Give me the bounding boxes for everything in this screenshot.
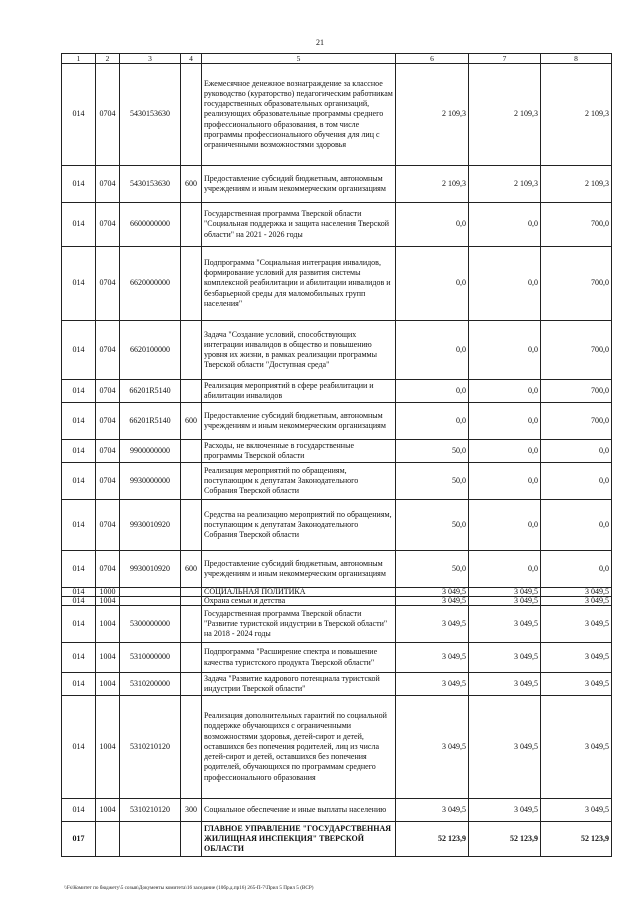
expense-type-cell — [181, 696, 202, 799]
description-cell: ГЛАВНОЕ УПРАВЛЕНИЕ "ГОСУДАРСТВЕННАЯ ЖИЛИЩНАЯ ИНСПЕКЦИЯ" ТВЕРСКОЙ ОБЛАСТИ — [202, 822, 396, 857]
description-cell: Ежемесячное денежное вознаграждение за классное руководство (кураторство) педагогическим работникам государственных образовательных организаций, реализующих образовательные программы среднего профессионального образования, в том числе программы профессионального обучения для лиц с ограниченными возможностями здоровья — [202, 64, 396, 166]
organization-code-cell: 014 — [62, 380, 96, 403]
table-row — [62, 822, 612, 857]
description-cell: СОЦИАЛЬНАЯ ПОЛИТИКА — [202, 588, 396, 597]
header-cell: 3 — [120, 54, 181, 64]
section-code-cell: 1004 — [96, 597, 120, 606]
table-header-row — [62, 54, 612, 64]
amount-2022-cell: 50,0 — [396, 463, 469, 500]
amount-2024-cell: 700,0 — [541, 203, 612, 247]
amount-2023-cell: 0,0 — [469, 463, 541, 500]
budget-table — [61, 53, 612, 857]
table-row — [62, 606, 612, 643]
amount-2023-cell: 3 049,5 — [469, 588, 541, 597]
organization-code-cell: 014 — [62, 247, 96, 321]
description-cell: Охрана семьи и детства — [202, 597, 396, 606]
amount-2024-cell: 0,0 — [541, 500, 612, 551]
amount-2024-cell: 3 049,5 — [541, 799, 612, 822]
table-row — [62, 673, 612, 696]
amount-2022-cell: 2 109,3 — [396, 166, 469, 203]
target-article-cell: 5430153630 — [120, 64, 181, 166]
amount-2024-cell: 3 049,5 — [541, 696, 612, 799]
header-cell: 1 — [62, 54, 96, 64]
description-cell: Подпрограмма "Расширение спектра и повышение качества туристского продукта Тверской области" — [202, 643, 396, 673]
amount-2024-cell: 2 109,3 — [541, 166, 612, 203]
table-row — [62, 696, 612, 799]
amount-2024-cell: 3 049,5 — [541, 643, 612, 673]
amount-2023-cell: 0,0 — [469, 500, 541, 551]
description-cell: Предоставление субсидий бюджетным, автономным учреждениям и иным некоммерческим организациям — [202, 551, 396, 588]
expense-type-cell — [181, 64, 202, 166]
organization-code-cell: 014 — [62, 606, 96, 643]
section-code-cell: 0704 — [96, 440, 120, 463]
description-cell: Социальное обеспечение и иные выплаты населению — [202, 799, 396, 822]
table-row — [62, 321, 612, 380]
target-article-cell: 9930010920 — [120, 500, 181, 551]
target-article-cell: 5300000000 — [120, 606, 181, 643]
table-row — [62, 247, 612, 321]
target-article-cell — [120, 588, 181, 597]
target-article-cell — [120, 597, 181, 606]
expense-type-cell — [181, 588, 202, 597]
section-code-cell: 0704 — [96, 64, 120, 166]
target-article-cell: 9930010920 — [120, 551, 181, 588]
amount-2024-cell: 0,0 — [541, 551, 612, 588]
organization-code-cell: 014 — [62, 597, 96, 606]
amount-2022-cell: 50,0 — [396, 500, 469, 551]
organization-code-cell: 014 — [62, 588, 96, 597]
organization-code-cell: 014 — [62, 64, 96, 166]
description-cell: Задача "Развитие кадрового потенциала туристской индустрии Тверской области" — [202, 673, 396, 696]
expense-type-cell — [181, 380, 202, 403]
description-cell: Средства на реализацию мероприятий по обращениям, поступающим к депутатам Законодательного Собрания Тверской области — [202, 500, 396, 551]
target-article-cell: 9930000000 — [120, 463, 181, 500]
target-article-cell: 6620100000 — [120, 321, 181, 380]
organization-code-cell: 014 — [62, 203, 96, 247]
description-cell: Государственная программа Тверской области "Развитие туристской индустрии в Тверской области" на 2018 - 2024 годы — [202, 606, 396, 643]
header-cell: 6 — [396, 54, 469, 64]
section-code-cell: 1004 — [96, 643, 120, 673]
organization-code-cell: 014 — [62, 321, 96, 380]
description-cell: Государственная программа Тверской области "Социальная поддержка и защита населения Тверской области" на 2021 - 2026 годы — [202, 203, 396, 247]
table-row — [62, 203, 612, 247]
page-number: 21 — [316, 38, 324, 47]
organization-code-cell: 017 — [62, 822, 96, 857]
amount-2022-cell: 0,0 — [396, 380, 469, 403]
description-cell: Расходы, не включенные в государственные программы Тверской области — [202, 440, 396, 463]
table-row — [62, 500, 612, 551]
section-code-cell — [96, 822, 120, 857]
amount-2022-cell: 3 049,5 — [396, 673, 469, 696]
organization-code-cell: 014 — [62, 673, 96, 696]
target-article-cell: 5310210120 — [120, 799, 181, 822]
amount-2023-cell: 3 049,5 — [469, 673, 541, 696]
expense-type-cell — [181, 606, 202, 643]
amount-2022-cell: 0,0 — [396, 403, 469, 440]
amount-2024-cell: 3 049,5 — [541, 588, 612, 597]
amount-2023-cell: 3 049,5 — [469, 597, 541, 606]
section-code-cell: 1004 — [96, 696, 120, 799]
amount-2022-cell: 3 049,5 — [396, 597, 469, 606]
expense-type-cell — [181, 500, 202, 551]
target-article-cell: 5310000000 — [120, 643, 181, 673]
header-cell: 5 — [202, 54, 396, 64]
organization-code-cell: 014 — [62, 463, 96, 500]
header-cell: 8 — [541, 54, 612, 64]
section-code-cell: 1000 — [96, 588, 120, 597]
organization-code-cell: 014 — [62, 696, 96, 799]
amount-2023-cell: 52 123,9 — [469, 822, 541, 857]
table-row — [62, 588, 612, 597]
target-article-cell: 5310200000 — [120, 673, 181, 696]
amount-2024-cell: 52 123,9 — [541, 822, 612, 857]
amount-2023-cell: 0,0 — [469, 403, 541, 440]
amount-2024-cell: 700,0 — [541, 247, 612, 321]
amount-2023-cell: 0,0 — [469, 247, 541, 321]
table-row — [62, 643, 612, 673]
section-code-cell: 0704 — [96, 321, 120, 380]
expense-type-cell — [181, 673, 202, 696]
header-cell: 4 — [181, 54, 202, 64]
amount-2024-cell: 3 049,5 — [541, 673, 612, 696]
target-article-cell — [120, 822, 181, 857]
table-row — [62, 799, 612, 822]
section-code-cell: 0704 — [96, 403, 120, 440]
amount-2022-cell: 3 049,5 — [396, 643, 469, 673]
organization-code-cell: 014 — [62, 799, 96, 822]
table-row — [62, 440, 612, 463]
table-row — [62, 551, 612, 588]
organization-code-cell: 014 — [62, 643, 96, 673]
amount-2022-cell: 52 123,9 — [396, 822, 469, 857]
header-cell: 2 — [96, 54, 120, 64]
expense-type-cell: 600 — [181, 166, 202, 203]
expense-type-cell — [181, 440, 202, 463]
amount-2022-cell: 0,0 — [396, 247, 469, 321]
amount-2022-cell: 3 049,5 — [396, 696, 469, 799]
table-row — [62, 380, 612, 403]
amount-2022-cell: 50,0 — [396, 440, 469, 463]
expense-type-cell: 600 — [181, 403, 202, 440]
section-code-cell: 0704 — [96, 551, 120, 588]
target-article-cell: 66201R5140 — [120, 403, 181, 440]
expense-type-cell — [181, 822, 202, 857]
amount-2023-cell: 0,0 — [469, 380, 541, 403]
table-row — [62, 403, 612, 440]
organization-code-cell: 014 — [62, 440, 96, 463]
section-code-cell: 1004 — [96, 799, 120, 822]
amount-2024-cell: 3 049,5 — [541, 606, 612, 643]
target-article-cell: 6600000000 — [120, 203, 181, 247]
expense-type-cell — [181, 247, 202, 321]
expense-type-cell — [181, 597, 202, 606]
section-code-cell: 0704 — [96, 203, 120, 247]
section-code-cell: 0704 — [96, 380, 120, 403]
table-row — [62, 64, 612, 166]
amount-2022-cell: 3 049,5 — [396, 588, 469, 597]
amount-2023-cell: 2 109,3 — [469, 166, 541, 203]
expense-type-cell — [181, 463, 202, 500]
amount-2022-cell: 0,0 — [396, 203, 469, 247]
target-article-cell: 66201R5140 — [120, 380, 181, 403]
amount-2023-cell: 3 049,5 — [469, 606, 541, 643]
amount-2022-cell: 3 049,5 — [396, 606, 469, 643]
section-code-cell: 0704 — [96, 166, 120, 203]
amount-2023-cell: 0,0 — [469, 203, 541, 247]
organization-code-cell: 014 — [62, 551, 96, 588]
description-cell: Предоставление субсидий бюджетным, автономным учреждениям и иным некоммерческим организациям — [202, 166, 396, 203]
target-article-cell: 5430153630 — [120, 166, 181, 203]
expense-type-cell — [181, 643, 202, 673]
amount-2024-cell: 3 049,5 — [541, 597, 612, 606]
file-path-footer: \\Fs\Комитет по бюджету\5 созыв\Документы комитета\16 заседание (10бр.д.пр16) 265-П-7\Прил 5 Прил 5 (ВСР) — [64, 885, 314, 891]
organization-code-cell: 014 — [62, 166, 96, 203]
amount-2023-cell: 3 049,5 — [469, 643, 541, 673]
amount-2024-cell: 700,0 — [541, 380, 612, 403]
section-code-cell: 1004 — [96, 606, 120, 643]
description-cell: Подпрограмма "Социальная интеграция инвалидов, формирование условий для развития системы комплексной реабилитации и абилитации инвалидов и безбарьерной среды для маломобильных групп населения" — [202, 247, 396, 321]
organization-code-cell: 014 — [62, 500, 96, 551]
amount-2023-cell: 2 109,3 — [469, 64, 541, 166]
section-code-cell: 0704 — [96, 500, 120, 551]
section-code-cell: 0704 — [96, 463, 120, 500]
amount-2024-cell: 0,0 — [541, 463, 612, 500]
amount-2023-cell: 0,0 — [469, 551, 541, 588]
section-code-cell: 1004 — [96, 673, 120, 696]
description-cell: Задача "Создание условий, способствующих интеграции инвалидов в общество и повышению уровня их жизни, в рамках реализации программы Тверской области "Доступная среда" — [202, 321, 396, 380]
amount-2024-cell: 2 109,3 — [541, 64, 612, 166]
amount-2023-cell: 3 049,5 — [469, 696, 541, 799]
description-cell: Предоставление субсидий бюджетным, автономным учреждениям и иным некоммерческим организациям — [202, 403, 396, 440]
amount-2024-cell: 700,0 — [541, 403, 612, 440]
amount-2022-cell: 50,0 — [396, 551, 469, 588]
description-cell: Реализация дополнительных гарантий по социальной поддержке обучающихся с ограниченными возможностями здоровья, детей-сирот и детей, оставшихся без попечения родителей, лиц из числа детей-сирот и детей, оставшихся без попечения родителей, обучающихся по программам среднего профессионального образования — [202, 696, 396, 799]
amount-2023-cell: 0,0 — [469, 440, 541, 463]
amount-2023-cell: 3 049,5 — [469, 799, 541, 822]
amount-2024-cell: 0,0 — [541, 440, 612, 463]
amount-2022-cell: 2 109,3 — [396, 64, 469, 166]
expense-type-cell: 600 — [181, 551, 202, 588]
table-row — [62, 166, 612, 203]
amount-2023-cell: 0,0 — [469, 321, 541, 380]
description-cell: Реализация мероприятий по обращениям, поступающим к депутатам Законодательного Собрания Тверской области — [202, 463, 396, 500]
table-row — [62, 463, 612, 500]
target-article-cell: 9900000000 — [120, 440, 181, 463]
expense-type-cell: 300 — [181, 799, 202, 822]
expense-type-cell — [181, 321, 202, 380]
target-article-cell: 6620000000 — [120, 247, 181, 321]
expense-type-cell — [181, 203, 202, 247]
section-code-cell: 0704 — [96, 247, 120, 321]
amount-2024-cell: 700,0 — [541, 321, 612, 380]
description-cell: Реализация мероприятий в сфере реабилитации и абилитации инвалидов — [202, 380, 396, 403]
header-cell: 7 — [469, 54, 541, 64]
organization-code-cell: 014 — [62, 403, 96, 440]
table-row — [62, 597, 612, 606]
target-article-cell: 5310210120 — [120, 696, 181, 799]
amount-2022-cell: 0,0 — [396, 321, 469, 380]
amount-2022-cell: 3 049,5 — [396, 799, 469, 822]
